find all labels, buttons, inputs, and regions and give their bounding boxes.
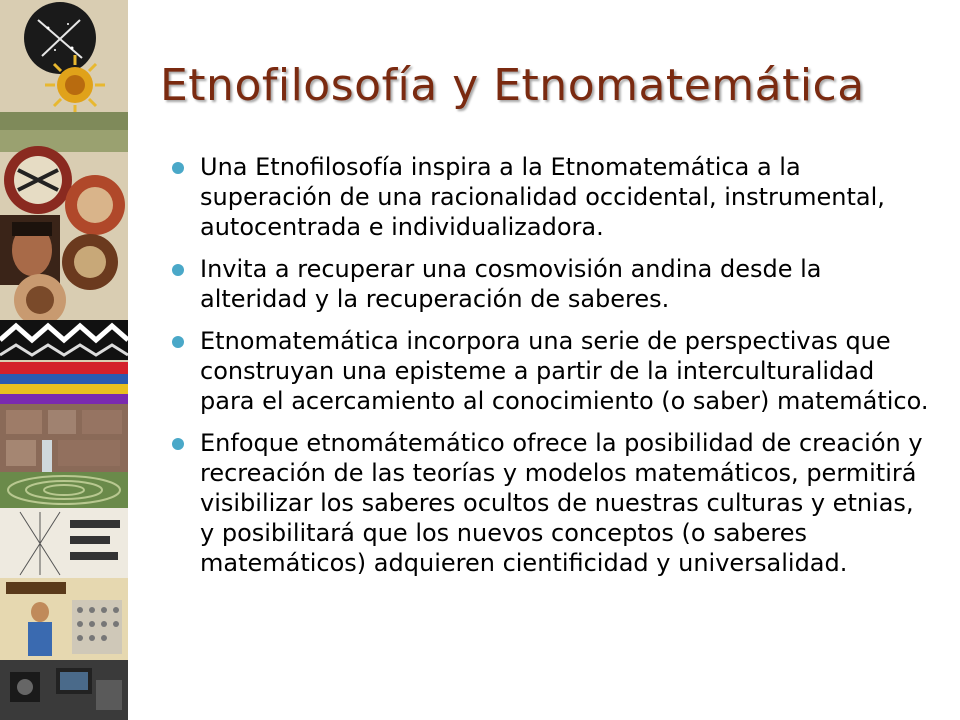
bullet-item bbox=[170, 254, 930, 314]
bullet-text: Enfoque etnomátemático ofrece la posibilidad de creación y recreación de las teorías y modelos matemáticos, permitirá visibilizar los saberes ocultos de nuestras culturas y etnias, y posibilitará que los nuevos conceptos (o saberes matemáticos) adquieren cientificidad y universalidad. bbox=[200, 429, 923, 577]
bullet-list bbox=[170, 152, 930, 590]
bullet-item bbox=[170, 326, 930, 416]
bullet-dot-icon bbox=[172, 336, 184, 348]
bullet-dot-icon bbox=[172, 162, 184, 174]
artifacts-icon bbox=[0, 660, 128, 720]
textile-pattern-icon bbox=[0, 320, 128, 360]
quipu-drawing-icon bbox=[0, 508, 128, 578]
bullet-text: Etnomatemática incorpora una serie de perspectivas que construyan una episteme a partir de la interculturalidad para el acercamiento al conocimiento (o saber) matemático. bbox=[200, 327, 929, 415]
chronicle-figure-icon bbox=[0, 578, 128, 660]
person-portrait-icon bbox=[0, 215, 60, 285]
slide-title: Etnofilosofía y Etnomatemática bbox=[160, 60, 865, 111]
bullet-text: Una Etnofilosofía inspira a la Etnomatemática a la superación de una racionalidad occidental, instrumental, autocentrada e individualizadora. bbox=[200, 153, 885, 241]
bullet-dot-icon bbox=[172, 438, 184, 450]
bullet-text: Invita a recuperar una cosmovisión andina desde la alteridad y la recuperación de saberes. bbox=[200, 255, 822, 313]
bullet-item bbox=[170, 428, 930, 578]
terraces-icon bbox=[0, 472, 128, 508]
woven-textile-icon bbox=[0, 362, 128, 404]
star-map-icon bbox=[24, 2, 96, 74]
sun-emblem-icon bbox=[45, 55, 105, 115]
bullet-item bbox=[170, 152, 930, 242]
bullet-dot-icon bbox=[172, 264, 184, 276]
decorative-collage bbox=[0, 0, 128, 720]
stone-wall-icon bbox=[0, 404, 128, 472]
